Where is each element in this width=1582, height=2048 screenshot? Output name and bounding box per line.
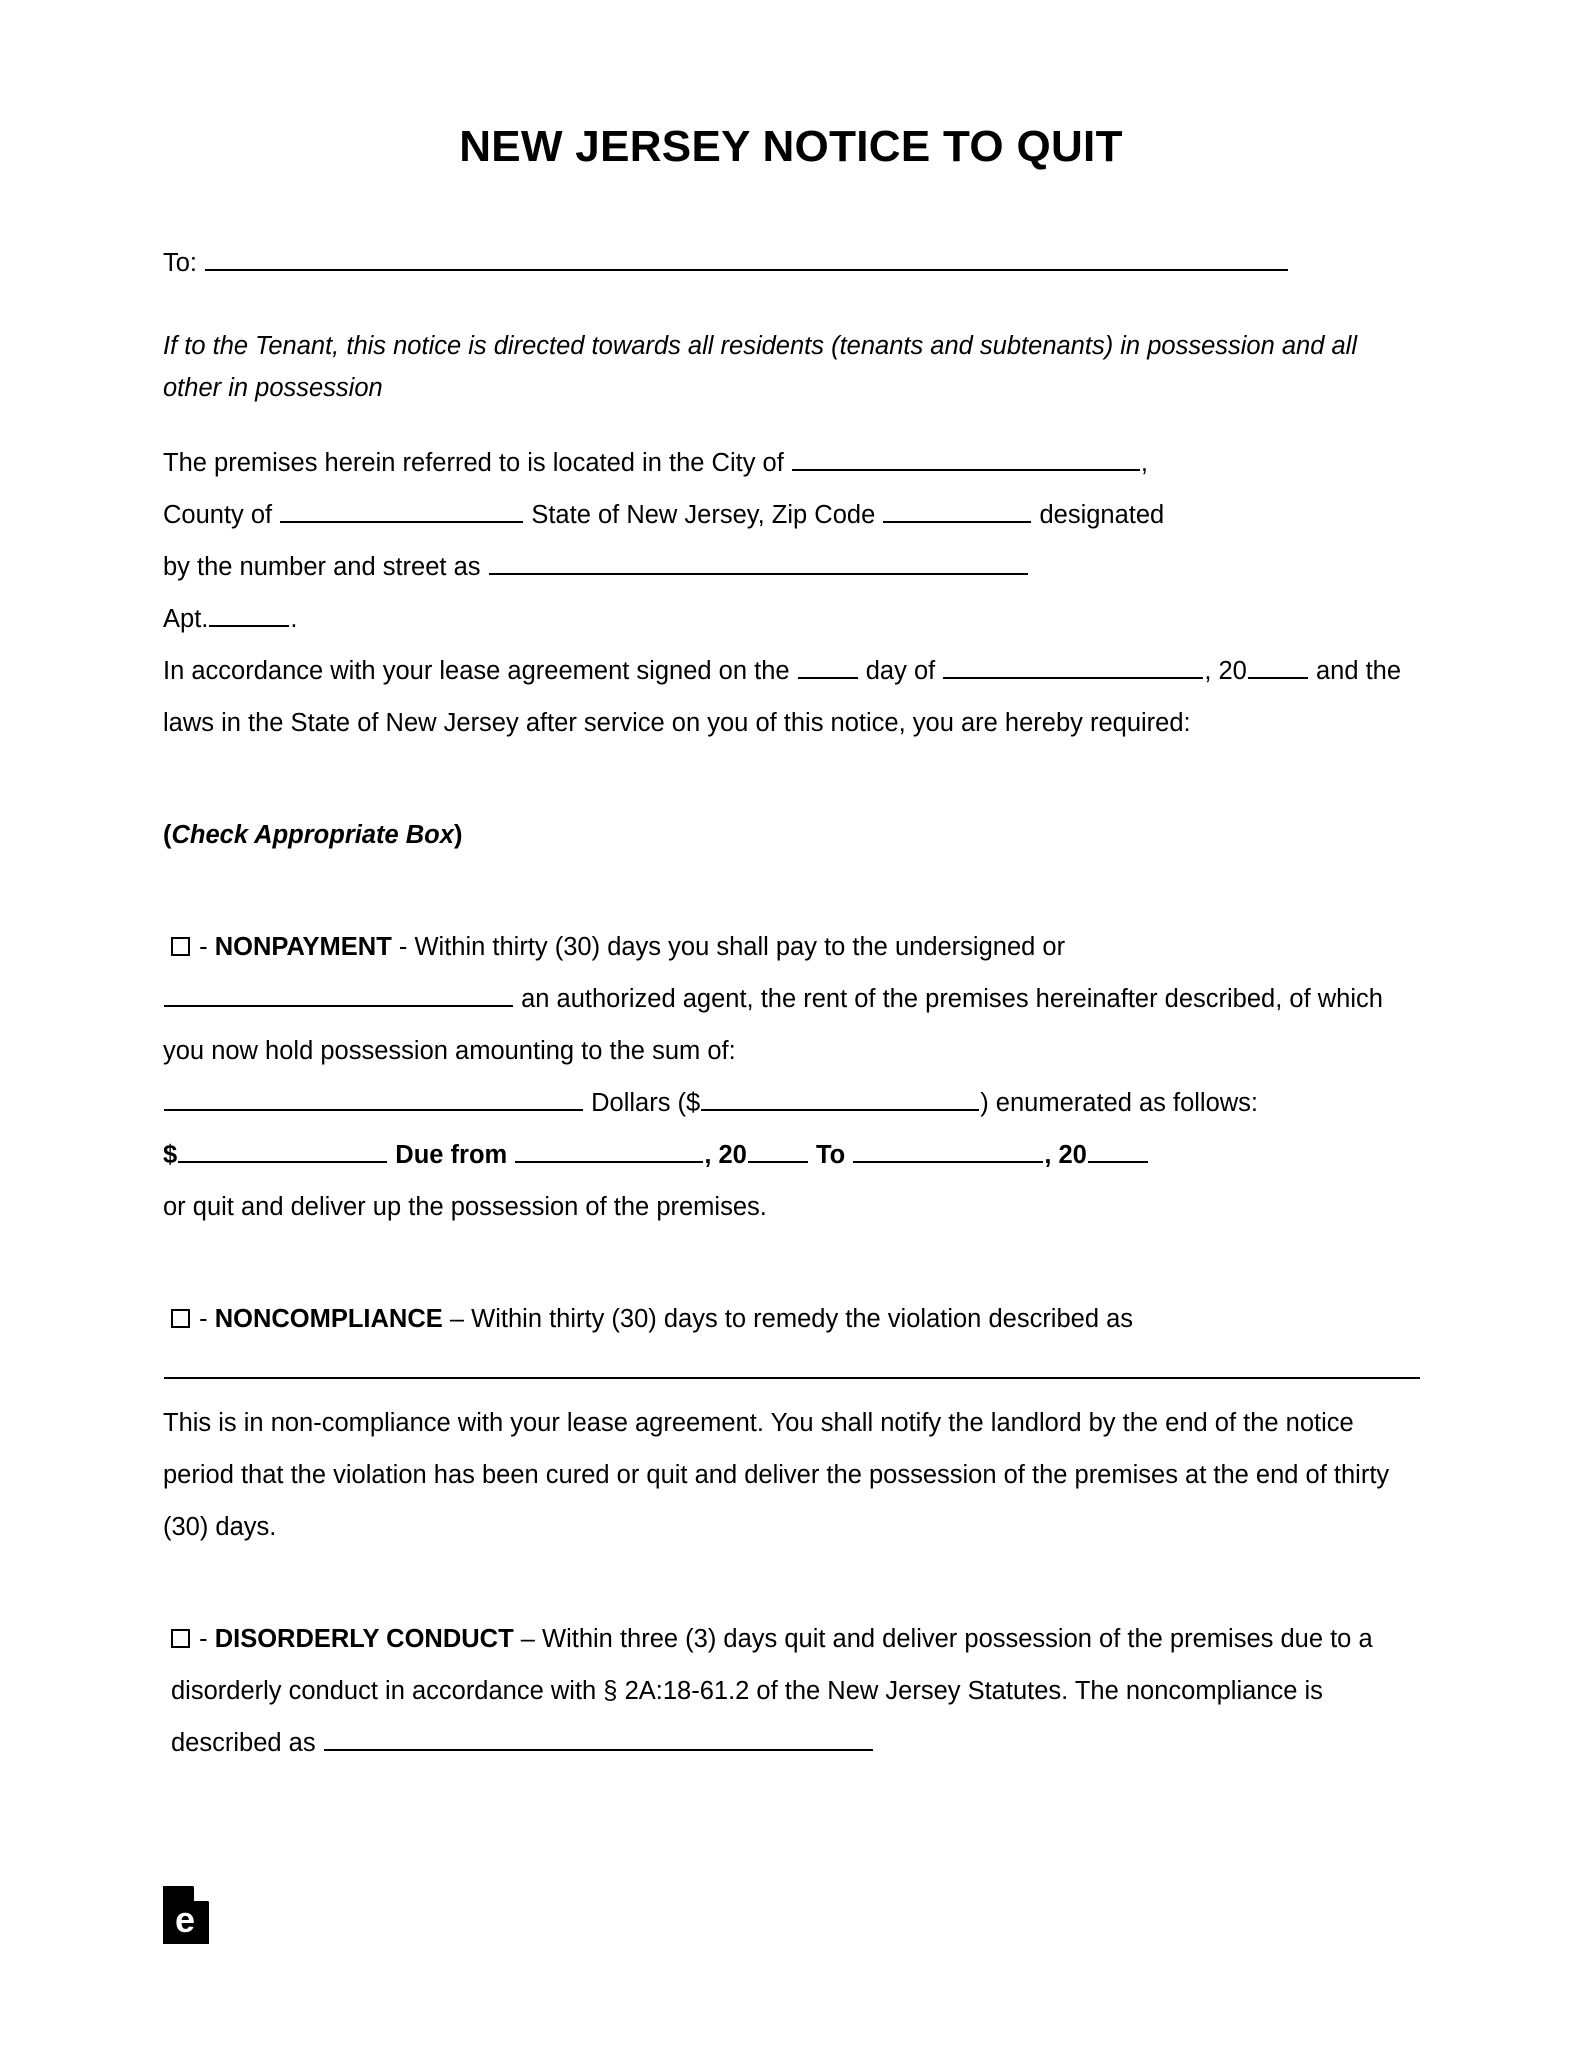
nonpayment-dash: - bbox=[199, 932, 208, 961]
noncompliance-title: NONCOMPLIANCE bbox=[214, 1304, 443, 1333]
zip-field-blank[interactable] bbox=[883, 497, 1031, 522]
accordance-text-1: In accordance with your lease agreement signed on the bbox=[163, 656, 790, 685]
document-body bbox=[163, 0, 1419, 1769]
nonpayment-title: NONPAYMENT bbox=[214, 932, 392, 961]
county-field-blank[interactable] bbox=[280, 497, 523, 522]
due-currency-symbol: $ bbox=[163, 1140, 178, 1169]
dollars-amount-field-blank[interactable] bbox=[701, 1085, 979, 1110]
due-to-label: To bbox=[815, 1140, 846, 1169]
year-field-blank[interactable] bbox=[1248, 653, 1308, 678]
spacer bbox=[163, 409, 1419, 437]
premises-street-line bbox=[163, 541, 1419, 593]
noncompliance-separator: – bbox=[449, 1304, 465, 1333]
checkbox-noncompliance-icon[interactable] bbox=[171, 1309, 190, 1328]
due-to-date-blank[interactable] bbox=[853, 1137, 1043, 1162]
spacer bbox=[163, 283, 1419, 325]
noncompliance-body-paragraph: This is in non-compliance with your lease agreement. You shall notify the landlord by the end of the notice period that the violation has been cured or quit and deliver the possession of the premises at the end of thirty (30) days. bbox=[163, 1408, 1390, 1541]
option-disorderly-conduct-row[interactable] bbox=[163, 1613, 1419, 1769]
accordance-text-2: day of bbox=[865, 656, 936, 685]
option-nonpayment-row[interactable] bbox=[163, 921, 1419, 973]
to-field-blank[interactable] bbox=[205, 245, 1288, 270]
apt-label: Apt. bbox=[163, 604, 209, 633]
to-line bbox=[163, 243, 1419, 283]
spacer bbox=[163, 749, 1419, 809]
state-zip-label: State of New Jersey, Zip Code bbox=[531, 500, 876, 529]
heading-text: Check Appropriate Box bbox=[171, 820, 454, 849]
nonpayment-separator: - bbox=[398, 932, 408, 961]
heading-close-paren: ) bbox=[453, 820, 463, 849]
option-noncompliance-row[interactable] bbox=[163, 1293, 1419, 1345]
spacer bbox=[163, 1553, 1419, 1613]
accordance-text-4: and the laws in the State of New Jersey after service on you of this notice, you are hereby required: bbox=[163, 656, 1402, 737]
violation-description-blank[interactable] bbox=[164, 1353, 1420, 1378]
disorderly-line1: Within three (3) days quit and deliver possession of the premises due to a disorderly conduct in accordance with § 2A:18-61.2 of the New Jersey Statutes. The noncompliance is described as bbox=[171, 1624, 1373, 1757]
due-amount-field-blank[interactable] bbox=[178, 1137, 387, 1162]
accordance-text-3: , 20 bbox=[1204, 656, 1247, 685]
lease-accordance-paragraph bbox=[163, 645, 1419, 749]
county-label: County of bbox=[163, 500, 273, 529]
disorderly-description-blank[interactable] bbox=[324, 1725, 873, 1750]
eforms-logo bbox=[163, 1886, 209, 1944]
street-field-blank[interactable] bbox=[489, 549, 1028, 574]
designated-label: designated bbox=[1039, 500, 1165, 529]
premises-city-comma: , bbox=[1140, 448, 1148, 477]
premises-county-line bbox=[163, 489, 1419, 541]
svg-text:e: e bbox=[174, 1899, 196, 1940]
due-year2-blank[interactable] bbox=[1088, 1137, 1148, 1162]
disorderly-title: DISORDERLY CONDUCT bbox=[214, 1624, 514, 1653]
city-field-blank[interactable] bbox=[792, 445, 1140, 470]
nonpayment-due-line bbox=[163, 1129, 1419, 1181]
checkbox-nonpayment-icon[interactable] bbox=[171, 937, 190, 956]
nonpayment-closing-line: or quit and deliver up the possession of the premises. bbox=[163, 1192, 767, 1221]
dollars-label: Dollars ($ bbox=[591, 1088, 701, 1117]
noncompliance-violation-line bbox=[163, 1345, 1419, 1397]
disorderly-dash: - bbox=[199, 1624, 208, 1653]
nonpayment-dollars-line bbox=[163, 1077, 1419, 1129]
month-field-blank[interactable] bbox=[943, 653, 1203, 678]
due-year1-label: , 20 bbox=[704, 1140, 747, 1169]
apt-field-blank[interactable] bbox=[209, 601, 289, 626]
due-year1-blank[interactable] bbox=[748, 1137, 808, 1162]
tenant-direction-note: If to the Tenant, this notice is directed towards all residents (tenants and subtenants) in possession and all other in possession bbox=[163, 331, 1358, 402]
checkbox-disorderly-conduct-icon[interactable] bbox=[171, 1629, 190, 1648]
to-label: To: bbox=[163, 248, 198, 277]
noncompliance-line1: Within thirty (30) days to remedy the violation described as bbox=[471, 1304, 1134, 1333]
page-title: NEW JERSEY NOTICE TO QUIT bbox=[459, 122, 1123, 171]
due-from-label: Due from bbox=[395, 1140, 508, 1169]
spacer bbox=[163, 1233, 1419, 1293]
disorderly-separator: – bbox=[520, 1624, 535, 1653]
nonpayment-line2: an authorized agent, the rent of the premises hereinafter described, of which you now hold possession amounting to the sum of: bbox=[163, 984, 1383, 1065]
check-appropriate-box-heading bbox=[163, 809, 1419, 861]
due-from-date-blank[interactable] bbox=[515, 1137, 703, 1162]
apt-period: . bbox=[290, 604, 298, 633]
eforms-logo-icon bbox=[163, 1886, 209, 1944]
agent-field-blank[interactable] bbox=[164, 981, 513, 1006]
due-year2-label: , 20 bbox=[1044, 1140, 1087, 1169]
dollars-words-field-blank[interactable] bbox=[164, 1085, 583, 1110]
premises-city-line bbox=[163, 437, 1419, 489]
street-label: by the number and street as bbox=[163, 552, 481, 581]
spacer bbox=[163, 861, 1419, 921]
day-field-blank[interactable] bbox=[798, 653, 858, 678]
dollars-close-label: ) enumerated as follows: bbox=[980, 1088, 1259, 1117]
premises-apt-line bbox=[163, 593, 1419, 645]
nonpayment-agent-line bbox=[163, 973, 1419, 1077]
noncompliance-dash: - bbox=[199, 1304, 208, 1333]
premises-city-label: The premises herein referred to is located in the City of bbox=[163, 448, 784, 477]
nonpayment-line1: Within thirty (30) days you shall pay to the undersigned or bbox=[414, 932, 1066, 961]
heading-open-paren: ( bbox=[163, 820, 172, 849]
